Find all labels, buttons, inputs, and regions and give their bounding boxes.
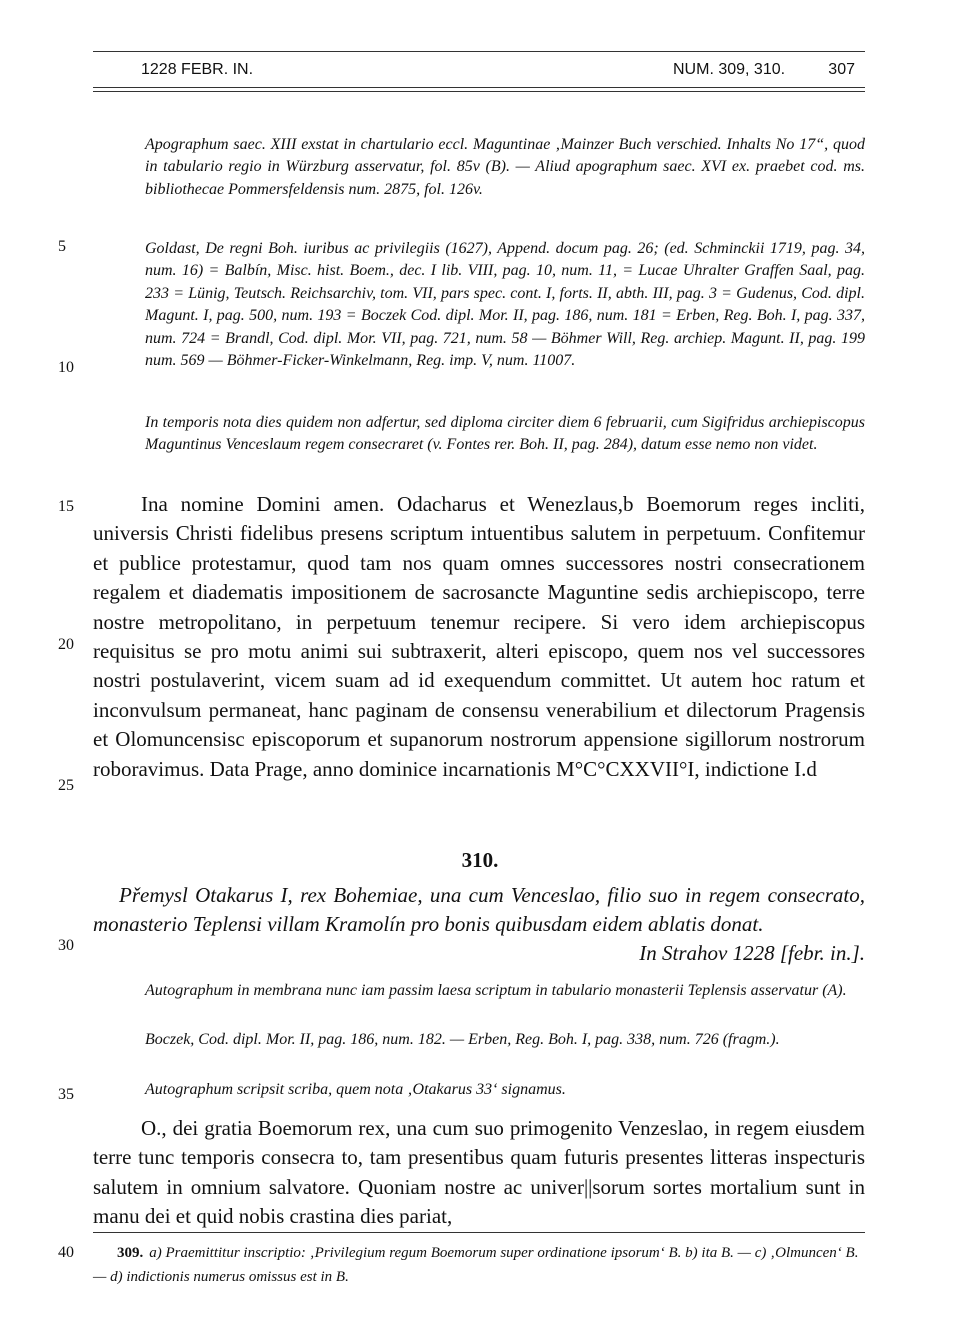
doc309-apparatus-editions: Goldast, De regni Boh. iuribus ac privilegiis (1627), Append. docum pag. 26; (ed. Schminckii 1719, pag. 34, num. 16) = Balbín, Misc. hist. Boem., dec. I lib. VIII, pag. 10, num. 11, = Lucae Uhralter Graffen Saal, pag. 233 = Lünig, Teutsch. Reichsarchiv, tom. VII, pars spec. cont. I, forts. II, abth. III, pag. 3 = Gudenus, Cod. dipl. Magunt. I, pag. 500, num. 193 = Boczek Cod. dipl. Mor. II, pag. 186, num. 181 = Erben, Reg. Boh. I, pag. 337, num. 724 = Brandl, Cod. dipl. Mor. VII, pag. 721, num. 58 — Böhmer Will, Reg. archiep. Magunt. II, pag. 199 num. 569 — Böhmer-Ficker-Winkelmann, Reg. imp. V, num. 11007. — [145, 240, 865, 370]
running-head-date: 1228 FEBR. IN. — [141, 61, 254, 78]
doc310-place-date: In Strahov 1228 [febr. in.]. — [639, 941, 865, 965]
page-number: 307 — [828, 61, 855, 78]
line-number: 15 — [58, 498, 74, 515]
line-number: 5 — [58, 238, 66, 255]
footnotes — [93, 1241, 865, 1289]
header-rule-bottom — [93, 87, 865, 92]
line-number: 25 — [58, 777, 74, 794]
doc309-apparatus-manuscripts: Apographum saec. XIII exstat in chartulario eccl. Maguntinae ‚Mainzer Buch verschied. Inhalts No 17“, quod in tabulario regio in Würzburg asservatur, fol. 85v (B). — Aliud apographum saec. XVI ex. praebet cod. ms. bibliothecae Pommersfeldensis num. 2875, fol. 126v. — [145, 136, 865, 198]
footnote-rule — [93, 1232, 865, 1233]
doc310-apparatus-editions: Boczek, Cod. dipl. Mor. II, pag. 186, num. 182. — Erben, Reg. Boh. I, pag. 338, num. 726 (fragm.). — [145, 1031, 780, 1048]
doc310-regest — [93, 881, 865, 968]
doc309-apparatus-dating-note: In temporis nota dies quidem non adfertur, sed diploma circiter diem 6 februarii, cum Sigifridus archiepiscopus Maguntinus Venceslaum regem consecraret (v. Fontes rer. Boh. II, pag. 284), datum esse nemo non videt. — [145, 414, 865, 454]
line-number: 40 — [58, 1244, 74, 1261]
doc-number-310: 310. — [461, 848, 499, 872]
line-number: 30 — [58, 937, 74, 954]
running-head-numbers: NUM. 309, 310. — [673, 61, 786, 78]
doc310-charter-text: O., dei gratia Boemorum rex, una cum suo primogenito Venzeslao, in regem eiusdem terre tunc temporis consecra to, tam presentibus quam futuris presentes litteras inspecturis salutem in omnium salvatore. Quoniam nostre ac univer||sorum sortes mortalium sunt in manu dei et quid nobis crastina dies pariat, — [93, 1116, 865, 1229]
line-number: 10 — [58, 359, 74, 376]
footnote-text: a) Praemittitur inscriptio: ‚Privilegium regum Boemorum super ordinatione ipsorum‘ B. b) ita B. — c) ‚Olmuncen‘ B. — d) indictionis numerus omissus est in B. — [93, 1245, 859, 1285]
doc310-apparatus-original: Autographum in membrana nunc iam passim laesa scriptum in tabulario monasterii Teplensis asservatur (A). — [145, 982, 847, 999]
doc310-regest-text: Přemysl Otakarus I, rex Bohemiae, una cum Venceslao, filio suo in regem consecrato, monasterio Teplensi villam Kramolín pro bonis quibusdam eidem ablatis donat. — [93, 883, 865, 936]
line-number: 20 — [58, 636, 74, 653]
header-rule-top — [93, 51, 865, 52]
doc310-apparatus-scribe-note: Autographum scripsit scriba, quem nota ‚Otakarus 33‘ signamus. — [145, 1081, 566, 1098]
line-number: 35 — [58, 1086, 74, 1103]
doc309-charter-text: Ina nomine Domini amen. Odacharus et Wenezlaus,b Boemorum reges incliti, universis Christi fidelibus presens scriptum intuentibus salutem in perpetuum. Confitemur et publice protestamur, quod tam nos quam omnes successores nostri consecrationem regalem et diadematis impositionem de sacrosancte Maguntine sedis archiepiscopo, terre nostre metropolitano, in perpetuum tenemur recipere. Si vero idem archiepiscopus requisitus se pro motu animi sui subtraxerit, alteri episcopo, quem nos vel successores nostri postulaverint, vicem suam ad id exequendum committet. Ut autem hoc ratum et inconvulsum permaneat, hanc paginam de consensu venerabilium et dilectorum Pragensis et Olomuncensisc episcoporum et supanorum nostrorum appensione sigillorum nostrorum roboravimus. Data Prage, anno dominice incarnationis M°C°CXXVII°I, indictione I.d — [93, 492, 865, 781]
running-head — [93, 61, 865, 83]
footnote-doc-number: 309. — [117, 1245, 144, 1261]
